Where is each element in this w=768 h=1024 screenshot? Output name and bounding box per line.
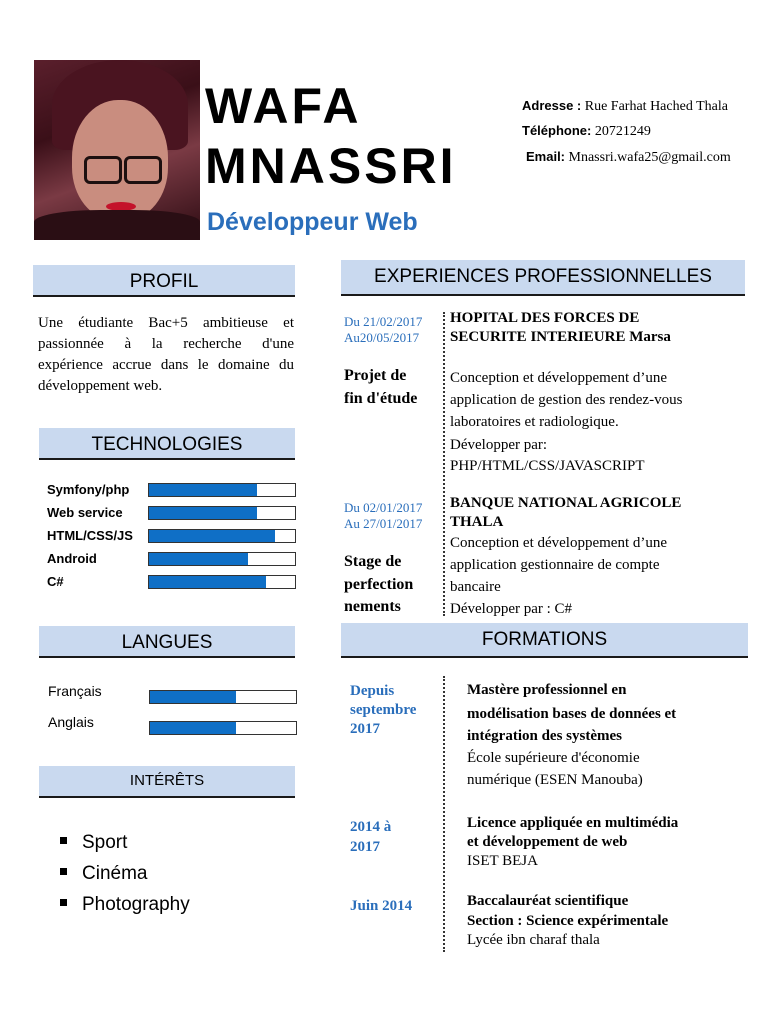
technologies-heading: TECHNOLOGIES	[39, 428, 295, 460]
experience-date-to: Au20/05/2017	[344, 330, 420, 345]
bullet-icon	[60, 899, 67, 906]
address-value: Rue Farhat Hached Thala	[584, 99, 728, 114]
experience-date-from: Du 21/02/2017	[344, 314, 423, 329]
formation-date: 2017	[350, 839, 380, 855]
experience-desc: Conception et développement d’une	[450, 535, 668, 551]
formation-date: 2014 à	[350, 819, 392, 835]
address-label: Adresse :	[522, 98, 582, 113]
formation-school: numérique (ESEN Manouba)	[467, 772, 643, 788]
experience-company: THALA	[450, 514, 504, 530]
langues-heading: LANGUES	[39, 626, 295, 658]
experiences-heading: EXPERIENCES PROFESSIONNELLES	[341, 260, 745, 296]
first-name: WAFA	[205, 78, 362, 134]
formation-school: Lycée ibn charaf thala	[467, 932, 600, 948]
language-level-fill	[150, 691, 236, 703]
contact-address	[522, 98, 728, 115]
formation-title: Licence appliquée en multimédia	[467, 815, 679, 831]
formation-title: intégration des systèmes	[467, 728, 622, 744]
language-label: Français	[48, 683, 102, 699]
phone-value: 20721249	[594, 124, 651, 139]
interets-heading: INTÉRÊTS	[39, 766, 295, 798]
interest-item: Photography	[60, 894, 190, 916]
experience-date-from: Du 02/01/2017	[344, 500, 423, 515]
formation-date: Depuis	[350, 683, 395, 699]
experience-role: fin d'étude	[344, 390, 418, 407]
formation-title: Section : Science expérimentale	[467, 913, 669, 929]
contact-email	[526, 149, 731, 166]
email-label: Email:	[526, 149, 566, 164]
experience-desc: application gestionnaire de compte	[450, 557, 660, 573]
experience-desc: application de gestion des rendez-vous	[450, 392, 683, 408]
formation-title: Baccalauréat scientifique	[467, 893, 629, 909]
experience-company: HOPITAL DES FORCES DE	[450, 310, 640, 326]
experience-role: nements	[344, 598, 401, 615]
experience-role: Projet de	[344, 367, 407, 384]
technology-label: Symfony/php	[47, 482, 130, 497]
language-label: Anglais	[48, 714, 94, 730]
technology-level-bar	[148, 506, 296, 520]
formations-divider	[443, 676, 445, 952]
phone-label: Téléphone:	[522, 123, 592, 138]
experience-role: perfection	[344, 576, 414, 593]
interest-item: Sport	[60, 832, 127, 854]
experience-role: Stage de	[344, 553, 402, 570]
technology-level-fill	[149, 484, 257, 496]
language-level-bar	[149, 721, 297, 735]
formation-title: Mastère professionnel en	[467, 682, 627, 698]
technology-level-bar	[148, 529, 296, 543]
profil-heading: PROFIL	[33, 265, 295, 297]
formation-date: septembre	[350, 702, 417, 718]
formation-title: modélisation bases de données et	[467, 706, 677, 722]
language-level-fill	[150, 722, 236, 734]
email-value: Mnassri.wafa25@gmail.com	[568, 150, 731, 165]
experience-date-to: Au 27/01/2017	[344, 516, 423, 531]
technology-level-fill	[149, 553, 248, 565]
formation-title: et développement de web	[467, 834, 628, 850]
formation-date: Juin 2014	[350, 898, 413, 914]
formation-date: 2017	[350, 721, 380, 737]
experience-desc: laboratoires et radiologique.	[450, 414, 619, 430]
experience-desc: bancaire	[450, 579, 501, 595]
experience-tech-label: Développer par:	[450, 437, 548, 453]
experience-company: SECURITE INTERIEURE Marsa	[450, 329, 671, 345]
interest-item: Cinéma	[60, 863, 147, 885]
profile-photo	[34, 60, 200, 240]
technology-level-bar	[148, 575, 296, 589]
contact-phone	[522, 123, 651, 140]
last-name: MNASSRI	[205, 138, 457, 194]
job-title: Développeur Web	[207, 208, 418, 236]
experience-company: BANQUE NATIONAL AGRICOLE	[450, 495, 682, 511]
technology-level-fill	[149, 530, 275, 542]
formation-school: ISET BEJA	[467, 853, 538, 869]
technology-level-fill	[149, 576, 266, 588]
technology-label: Android	[47, 551, 97, 566]
language-level-bar	[149, 690, 297, 704]
formation-school: École supérieure d'économie	[467, 750, 640, 766]
profil-text: Une étudiante Bac+5 ambitieuse et passionnée à la recherche d'une expérience accrue dans le domaine du développement web.	[38, 315, 294, 394]
bullet-icon	[60, 868, 67, 875]
technology-label: Web service	[47, 505, 123, 520]
bullet-icon	[60, 837, 67, 844]
technology-label: C#	[47, 574, 64, 589]
technology-level-bar	[148, 552, 296, 566]
formations-heading: FORMATIONS	[341, 623, 748, 658]
experiences-divider	[443, 312, 445, 616]
experience-desc: Conception et développement d’une	[450, 370, 668, 386]
technology-level-bar	[148, 483, 296, 497]
experience-tech: PHP/HTML/CSS/JAVASCRIPT	[450, 458, 645, 474]
technology-label: HTML/CSS/JS	[47, 528, 133, 543]
technology-level-fill	[149, 507, 257, 519]
experience-tech: Développer par : C#	[450, 601, 573, 617]
